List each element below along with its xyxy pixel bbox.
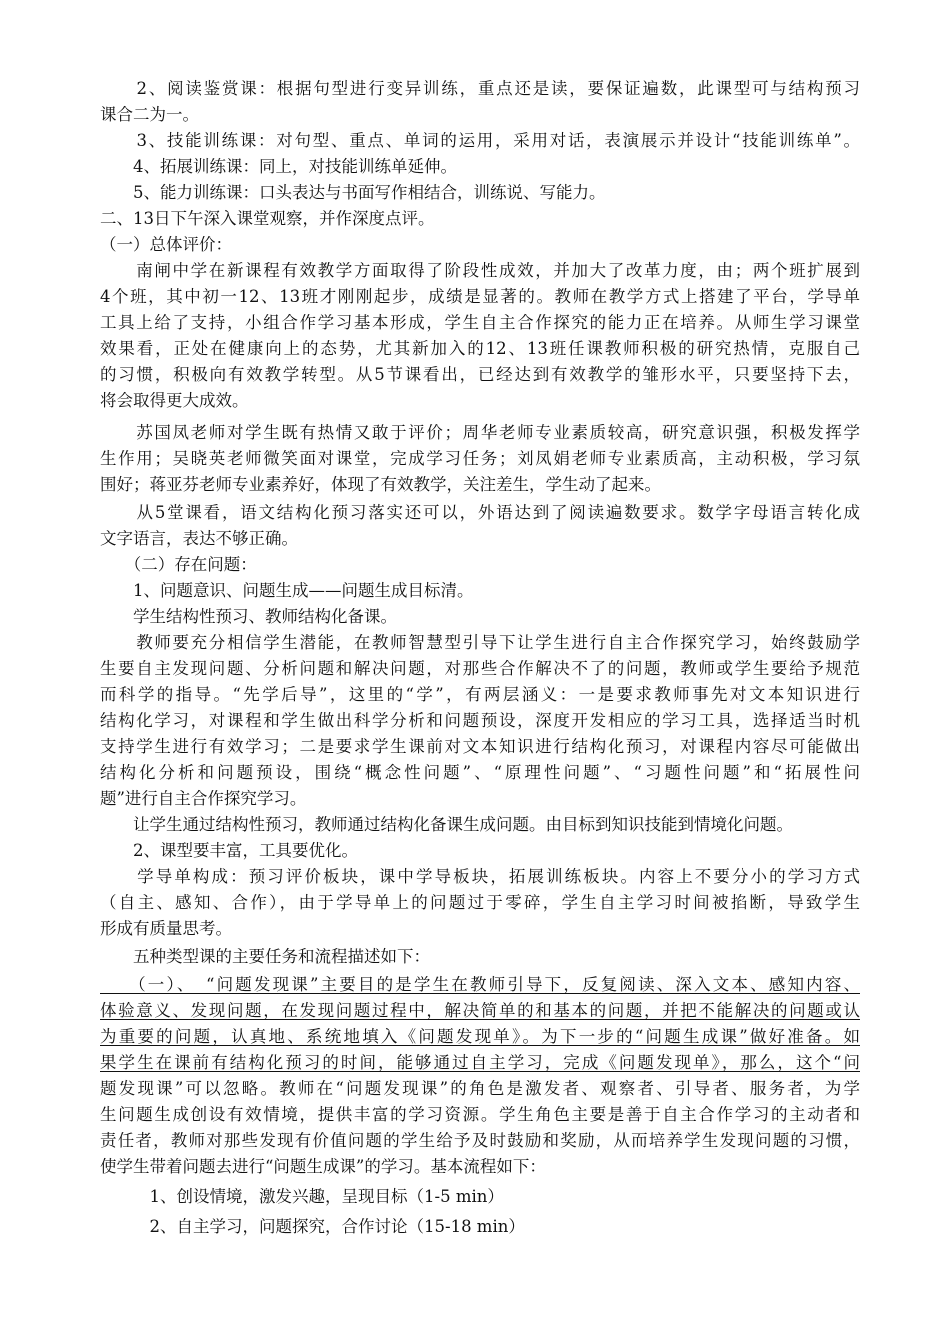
text-line: 体验意义、发现问题，在发现问题过程中，解决简单的和基本的问题，并把不能解决的问题或认 xyxy=(100,1001,860,1020)
text-line: 2、课型要丰富，工具要优化。 xyxy=(100,841,358,860)
text-line: 学生结构性预习、教师结构化备课。 xyxy=(100,607,397,626)
text-line: 3、技能训练课：对句型、重点、单词的运用，采用对话，表演展示并设计“技能训练单”。 xyxy=(100,131,860,150)
text-line: 支持学生进行有效学习；二是要求学生课前对文本知识进行结构化预习，对课程内容尽可能做出 xyxy=(100,737,860,756)
text-line: 为重要的问题，认真地、系统地填入《问题发现单》。为下一步的“问题生成课”做好准备。如 xyxy=(100,1027,860,1046)
text-line: 课合二为一。 xyxy=(100,105,199,124)
text-line: 从5堂课看，语文结构化预习落实还可以，外语达到了阅读遍数要求。数学字母语言转化成 xyxy=(100,503,860,522)
text-line: （一）、 “问题发现课”主要目的是学生在教师引导下，反复阅读、深入文本、感知内容、 xyxy=(100,975,860,994)
text-line: 形成有质量思考。 xyxy=(100,919,232,938)
subsection-heading: （一）总体评价： xyxy=(100,235,232,254)
text-line: 让学生通过结构性预习，教师通过结构化备课生成问题。由目标到知识技能到情境化问题。 xyxy=(100,815,793,834)
text-line: 生作用；吴晓英老师微笑面对课堂，完成学习任务；刘凤娟老师专业素质高，主动积极，学习氛 xyxy=(100,449,860,468)
text-line: 1、问题意识、问题生成——问题生成目标清。 xyxy=(100,581,474,600)
text-line: 学导单构成：预习评价板块，课中学导板块，拓展训练板块。内容上不要分小的学习方式 xyxy=(100,867,860,886)
text-line: 将会取得更大成效。 xyxy=(100,391,249,410)
text-line: 工具上给了支持，小组合作学习基本形成，学生自主合作探究的能力正在培养。从师生学习课堂 xyxy=(100,313,860,332)
text-line: 使学生带着问题去进行“问题生成课”的学习。基本流程如下： xyxy=(100,1157,546,1176)
text-line: 而科学的指导。“先学后导”，这里的“学”，有两层涵义：一是要求教师事先对文本知识进行 xyxy=(100,685,860,704)
text-line: 2、阅读鉴赏课：根据句型进行变异训练，重点还是读，要保证遍数，此课型可与结构预习 xyxy=(100,79,860,98)
text-line: 责任者，教师对那些发现有价值问题的学生给予及时鼓励和奖励，从而培养学生发现问题的习惯， xyxy=(100,1131,860,1150)
text-line: 效果看，正处在健康向上的态势，尤其新加入的12、13班任课教师积极的研究热情，克服自己 xyxy=(100,339,860,358)
text-line: 结构化分析和问题预设，围绕“概念性问题”、“原理性问题”、“习题性问题”和“拓展性问 xyxy=(100,763,860,782)
text-line: 果学生在课前有结构化预习的时间，能够通过自主学习，完成《问题发现单》，那么，这个“问 xyxy=(100,1053,860,1072)
text-line: 生要自主发现问题、分析问题和解决问题，对那些合作解决不了的问题，教师或学生要给予规范 xyxy=(100,659,860,678)
text-line: 南闸中学在新课程有效教学方面取得了阶段性成效，并加大了改革力度，由；两个班扩展到 xyxy=(100,261,860,280)
text-line: 生问题生成创设有效情境，提供丰富的学习资源。学生角色主要是善于自主合作学习的主动者和 xyxy=(100,1105,860,1124)
text-line: 文字语言，表达不够正确。 xyxy=(100,529,298,548)
text-line: 4、拓展训练课：同上，对技能训练单延伸。 xyxy=(100,157,457,176)
subsection-heading: （二）存在问题： xyxy=(100,555,257,574)
text-line: 结构化学习，对课程和学生做出科学分析和问题预设，深度开发相应的学习工具，选择适当时机 xyxy=(100,711,860,730)
text-line: 的习惯，积极向有效教学转型。从5节课看出，已经达到有效教学的雏形水平，只要坚持下去， xyxy=(100,365,860,384)
text-line: 5、能力训练课：口头表达与书面写作相结合，训练说、写能力。 xyxy=(100,183,606,202)
text-line: 苏国凤老师对学生既有热情又敢于评价；周华老师专业素质较高，研究意识强，积极发挥学 xyxy=(100,423,860,442)
text-line: 题”进行自主合作探究学习。 xyxy=(100,789,307,808)
text-line: 4个班，其中初一12、13班才刚刚起步，成绩是显著的。教师在教学方式上搭建了平台，学导单 xyxy=(100,287,860,306)
list-item: 1、创设情境，激发兴趣，呈现目标（1-5 min） xyxy=(100,1187,504,1206)
text-line: 题发现课”可以忽略。教师在“问题发现课”的角色是激发者、观察者、引导者、服务者，为学 xyxy=(100,1079,860,1098)
text-line: 教师要充分相信学生潜能，在教师智慧型引导下让学生进行自主合作探究学习，始终鼓励学 xyxy=(100,633,860,652)
text-line: （自主、感知、合作），由于学导单上的问题过于零碎，学生自主学习时间被掐断，导致学生 xyxy=(100,893,860,912)
text-line: 五种类型课的主要任务和流程描述如下： xyxy=(100,947,430,966)
list-item: 2、自主学习，问题探究，合作讨论（15-18 min） xyxy=(100,1217,525,1236)
section-heading: 二、13日下午深入课堂观察，并作深度点评。 xyxy=(100,209,435,228)
text-line: 围好；蒋亚芬老师专业素养好，体现了有效教学，关注差生，学生动了起来。 xyxy=(100,475,661,494)
